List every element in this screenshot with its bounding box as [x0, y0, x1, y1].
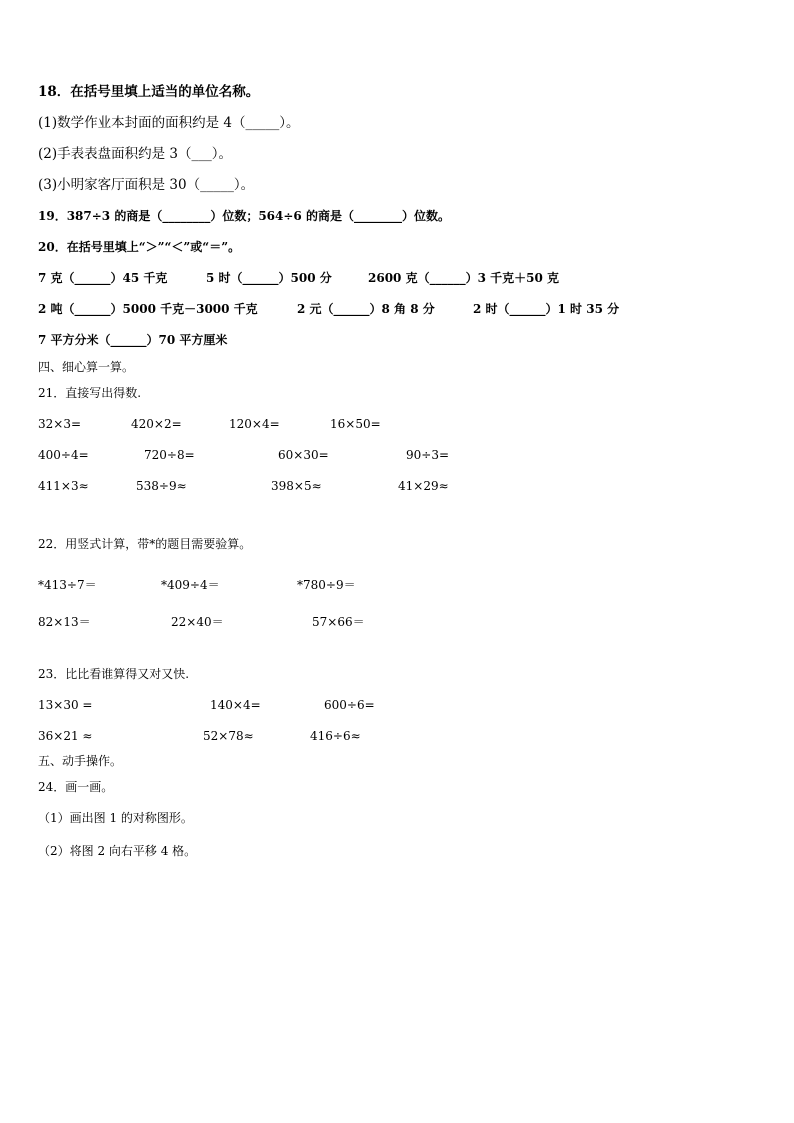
q21-item: 400÷4= [38, 448, 89, 462]
q20-item: 2 吨（______）5000 千克－3000 千克 [38, 302, 258, 316]
q18-sub-2: (2)手表表盘面积约是 3（___）。 [38, 146, 233, 162]
q20-item: 2600 克（______）3 千克＋50 克 [368, 271, 559, 285]
q21-item: 398×5≈ [271, 479, 322, 493]
q20-item: 2 时（______）1 时 35 分 [473, 302, 620, 316]
q22-item: 57×66＝ [312, 615, 365, 629]
q20-item: 2 元（______）8 角 8 分 [297, 302, 435, 316]
q21-title: 21．直接写出得数. [38, 386, 142, 400]
q21-item: 60×30= [278, 448, 329, 462]
q20-title: 20．在括号里填上“＞”“＜”或“＝”。 [38, 240, 241, 254]
q21-item: 538÷9≈ [136, 479, 187, 493]
q23-item: 52×78≈ [203, 729, 254, 743]
q23-item: 600÷6= [324, 698, 375, 712]
q24-title: 24．画一画。 [38, 780, 114, 794]
q21-item: 41×29≈ [398, 479, 449, 493]
q22-item: *409÷4＝ [161, 578, 220, 592]
q23-item: 140×4= [210, 698, 261, 712]
q21-item: 90÷3= [406, 448, 450, 462]
q21-item: 720÷8= [144, 448, 195, 462]
q22-item: *780÷9＝ [297, 578, 356, 592]
q20-item: 5 时（______）500 分 [206, 271, 332, 285]
section-5-title: 五、动手操作。 [38, 754, 123, 768]
q22-title: 22．用竖式计算，带*的题目需要验算。 [38, 537, 252, 551]
q22-item: 22×40＝ [171, 615, 224, 629]
q24-sub-1: （1）画出图 1 的对称图形。 [38, 811, 193, 825]
q21-item: 16×50= [330, 417, 381, 431]
q21-item: 32×3= [38, 417, 82, 431]
q23-item: 416÷6≈ [310, 729, 361, 743]
q21-item: 420×2= [131, 417, 182, 431]
q21-item: 411×3≈ [38, 479, 89, 493]
q18-title: 18．在括号里填上适当的单位名称。 [38, 84, 260, 100]
q18-sub-1: (1)数学作业本封面的面积约是 4（_____）。 [38, 115, 300, 131]
q24-sub-2: （2）将图 2 向右平移 4 格。 [38, 844, 197, 858]
q19-text: 19．387÷3 的商是（________）位数；564÷6 的商是（________）位数。 [38, 209, 450, 223]
q21-item: 120×4= [229, 417, 280, 431]
q23-item: 36×21 ≈ [38, 729, 93, 743]
q23-item: 13×30 = [38, 698, 93, 712]
q18-sub-3: (3)小明家客厅面积是 30（_____）。 [38, 177, 255, 193]
section-4-title: 四、细心算一算。 [38, 360, 135, 374]
q23-title: 23．比比看谁算得又对又快. [38, 667, 190, 681]
q22-item: 82×13＝ [38, 615, 91, 629]
q22-item: *413÷7＝ [38, 578, 97, 592]
q20-item: 7 平方分米（______）70 平方厘米 [38, 333, 228, 347]
q20-item: 7 克（______）45 千克 [38, 271, 168, 285]
